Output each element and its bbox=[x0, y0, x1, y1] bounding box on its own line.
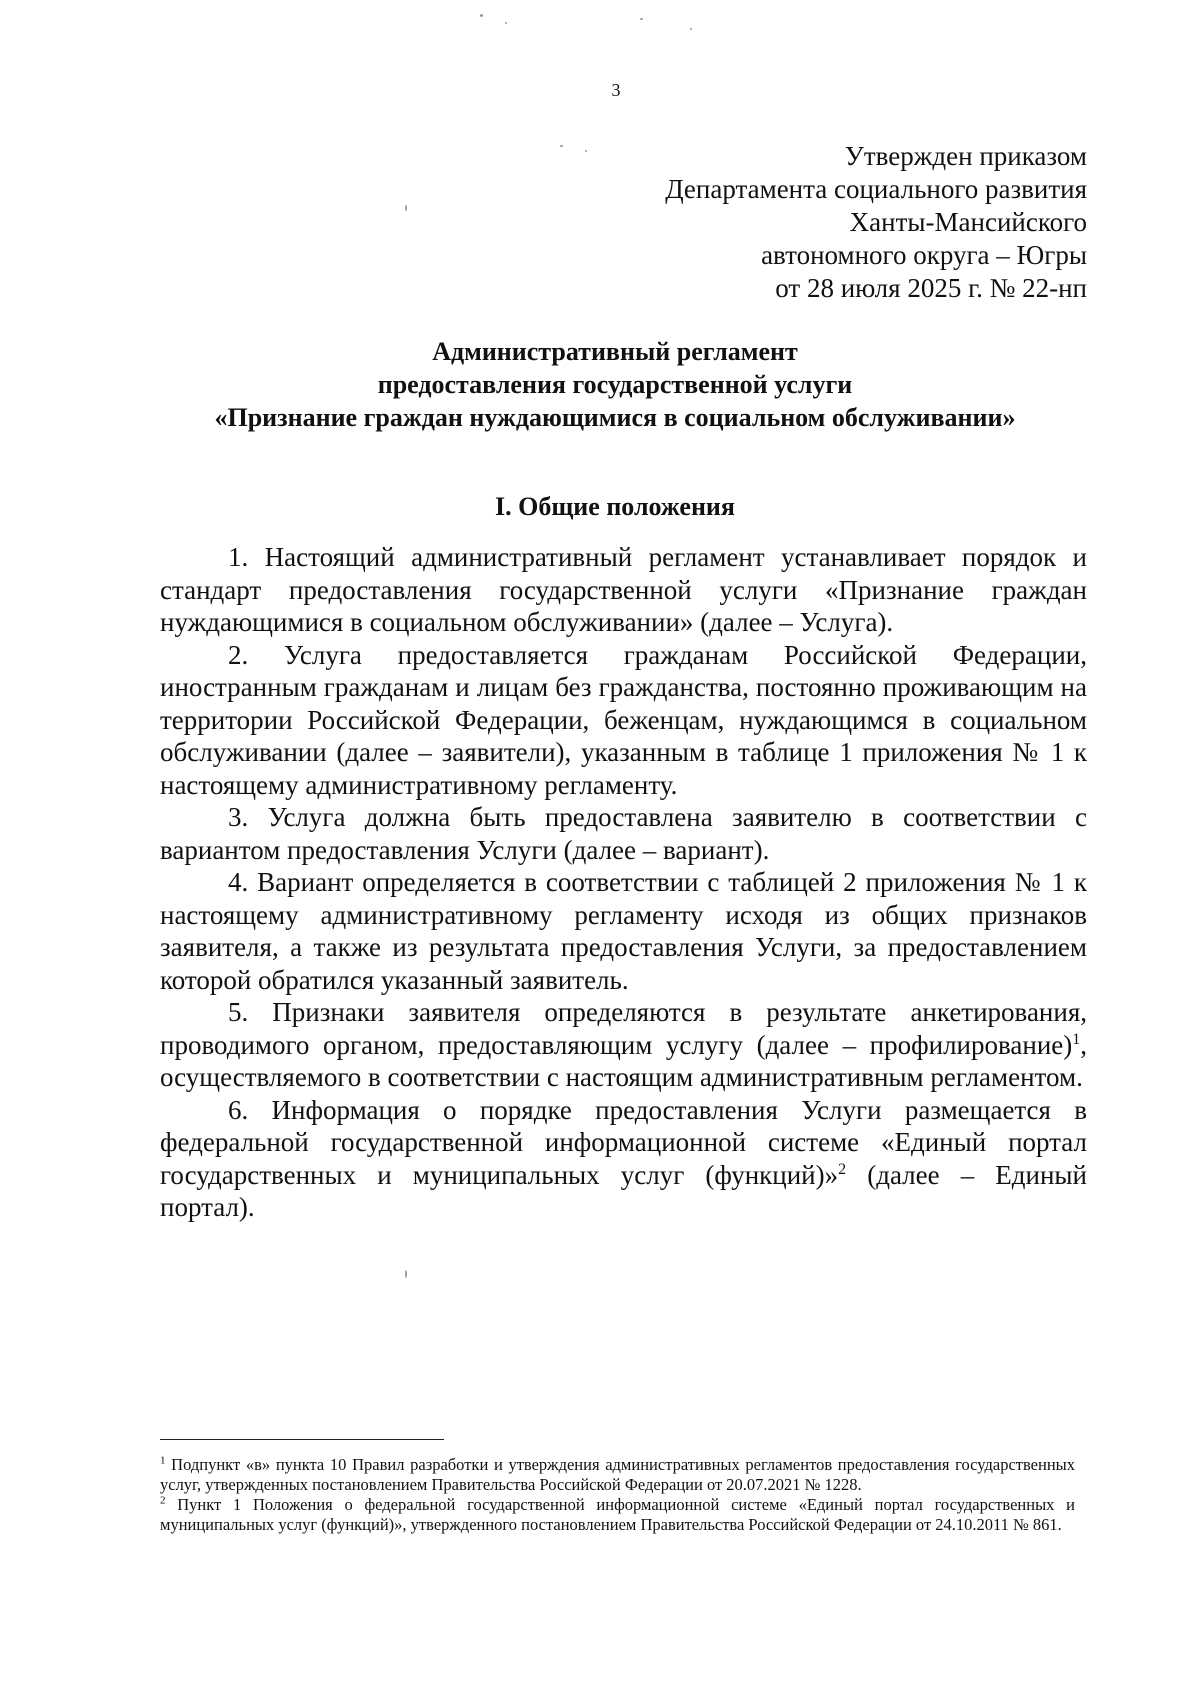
scan-speck bbox=[560, 145, 563, 147]
scan-speck bbox=[480, 14, 483, 17]
paragraph-text: 6. Информация о порядке предоставления Услуги размещается в федеральной государственной информационной системе «Единый портал государственных и муниципальных услуг (функций)» bbox=[160, 1094, 1087, 1190]
scan-speck bbox=[405, 1270, 407, 1278]
approval-line: Ханты-Мансийского bbox=[849, 207, 1087, 237]
approval-line: автономного округа – Югры bbox=[761, 240, 1087, 270]
footnote-1 bbox=[160, 1455, 1075, 1495]
paragraph-text: 1. Настоящий административный регламент устанавливает порядок и стандарт предоставления государственной услуги «Признание граждан нуждающимися в социальном обслуживании» (далее – Услуга). bbox=[160, 542, 1087, 637]
title-line: предоставления государственной услуги bbox=[377, 370, 853, 399]
paragraph-text: 4. Вариант определяется в соответствии с таблицей 2 приложения № 1 к настоящему административному регламенту исходя из общих признаков заявителя, а также из результата предоставления Услуги, за предоставлением которой обратился указанный заявитель. bbox=[160, 867, 1087, 995]
approval-line: от 28 июля 2025 г. № 22-нп bbox=[775, 273, 1087, 303]
page-number: 3 bbox=[611, 80, 621, 100]
footnote-text: Подпункт «в» пункта 10 Правил разработки и утверждения административных регламентов предоставления государственных услуг, утвержденных постановлением Правительства Российской Федерации от 20.07.2021 № 1228. bbox=[160, 1455, 1075, 1494]
footnote-ref[interactable]: 2 bbox=[838, 1160, 847, 1178]
paragraph-4 bbox=[160, 866, 1087, 996]
scan-speck bbox=[405, 205, 407, 211]
paragraph-text: 5. Признаки заявителя определяются в результате анкетирования, проводимого органом, предоставляющим услугу (далее – профилирование) bbox=[160, 997, 1087, 1060]
footnote-text: Пункт 1 Положения о федеральной государственной информационной системе «Единый портал государственных и муниципальных услуг (функций)», утвержденного постановлением Правительства Российской Федерации от 24.10.2011 № 861. bbox=[160, 1495, 1075, 1534]
section-body bbox=[160, 541, 1087, 1224]
paragraph-text: 2. Услуга предоставляется гражданам Российской Федерации, иностранным гражданам и лицам без гражданства, постоянно проживающим на территории Российской Федерации, беженцам, нуждающимся в социальном обслуживании (далее – заявители), указанным в таблице 1 приложения № 1 к настоящему административному регламенту. bbox=[160, 639, 1087, 800]
scan-speck bbox=[505, 22, 507, 24]
paragraph-text-cont: (далее – Единый портал). bbox=[160, 1159, 1088, 1222]
footnote-mark: 1 bbox=[160, 1454, 166, 1467]
approval-line: Департамента социального развития bbox=[665, 174, 1087, 204]
paragraph-3 bbox=[160, 801, 1087, 866]
scan-speck bbox=[690, 28, 692, 30]
paragraph-text-cont: , осуществляемого в соответствии с настоящим административным регламентом. bbox=[160, 1029, 1087, 1092]
footnote-2 bbox=[160, 1495, 1075, 1535]
footnote-mark: 2 bbox=[160, 1494, 166, 1507]
footnote-ref[interactable]: 1 bbox=[1072, 1030, 1081, 1048]
document-title bbox=[140, 335, 1090, 434]
title-line: Административный регламент bbox=[432, 337, 798, 366]
title-line: «Признание граждан нуждающимися в социальном обслуживании» bbox=[214, 403, 1016, 432]
approval-stamp-text bbox=[665, 140, 1087, 305]
scan-speck bbox=[640, 18, 643, 20]
paragraph-text: 3. Услуга должна быть предоставлена заявителю в соответствии с вариантом предоставления Услуги (далее – вариант). bbox=[160, 802, 1087, 865]
paragraph-1 bbox=[160, 541, 1087, 639]
approval-line: Утвержден приказом bbox=[844, 141, 1087, 171]
paragraph-6 bbox=[160, 1094, 1087, 1224]
section-heading: I. Общие положения bbox=[495, 492, 735, 521]
paragraph-5 bbox=[160, 996, 1087, 1094]
paragraph-2 bbox=[160, 639, 1087, 802]
footnotes bbox=[160, 1455, 1075, 1535]
footnote-separator bbox=[160, 1439, 444, 1440]
scan-speck bbox=[585, 150, 587, 152]
